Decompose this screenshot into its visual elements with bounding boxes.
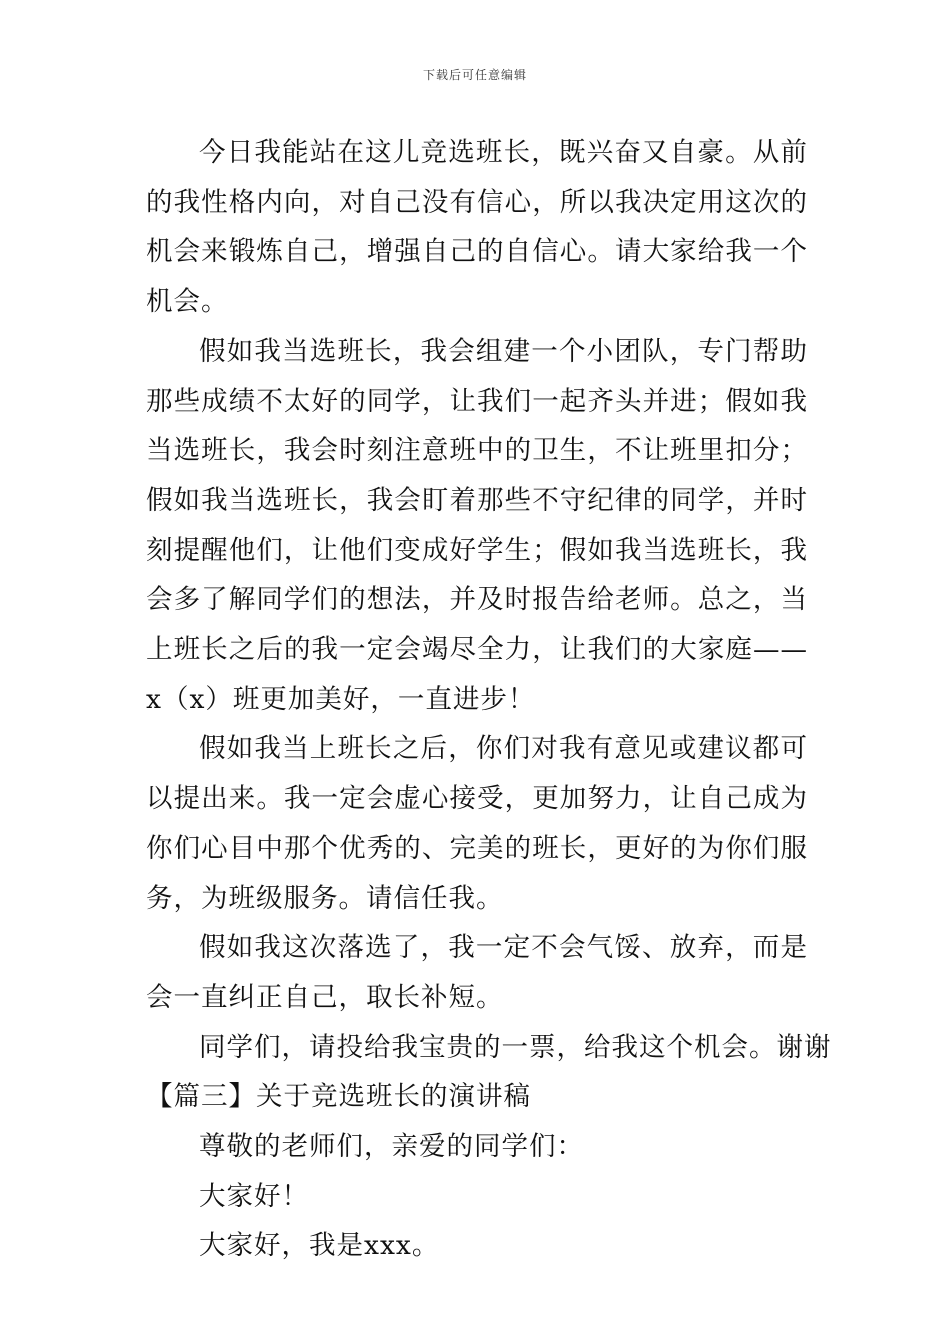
paragraph-5: 同学们，请投给我宝贵的一票，给我这个机会。谢谢	[199, 1031, 832, 1063]
document-body	[146, 128, 832, 1271]
salutation-line: 尊敬的老师们，亲爱的同学们：	[199, 1131, 584, 1163]
paragraph-3: 假如我当上班长之后，你们对我有意见或建议都可以提出来。我一定会虚心接受，更加努力，让自己成为你们心目中那个优秀的、完美的班长，更好的为你们服务，为班级服务。请信任我。	[146, 733, 808, 914]
section-title: 【篇三】关于竞选班长的演讲稿	[146, 1081, 531, 1113]
paragraph-2: 假如我当选班长，我会组建一个小团队，专门帮助那些成绩不太好的同学，让我们一起齐头并进；假如我当选班长，我会时刻注意班中的卫生，不让班里扣分；假如我当选班长，我会盯着那些不守纪律的同学，并时刻提醒他们，让他们变成好学生；假如我当选班长，我会多了解同学们的想法，并及时报告给老师。总之，当上班长之后的我一定会竭尽全力，让我们的大家庭——x（x）班更加美好，一直进步！	[146, 335, 808, 715]
page-header: 下载后可任意编辑	[422, 68, 527, 82]
paragraph-4: 假如我这次落选了，我一定不会气馁、放弃，而是会一直纠正自己，取长补短。	[146, 932, 808, 1013]
self-intro-line: 大家好，我是xxx。	[199, 1230, 440, 1262]
greeting-line: 大家好！	[199, 1180, 309, 1212]
paragraph-1: 今日我能站在这儿竞选班长，既兴奋又自豪。从前的我性格内向，对自己没有信心，所以我决定用这次的机会来锻炼自己，增强自己的自信心。请大家给我一个机会。	[146, 137, 808, 318]
